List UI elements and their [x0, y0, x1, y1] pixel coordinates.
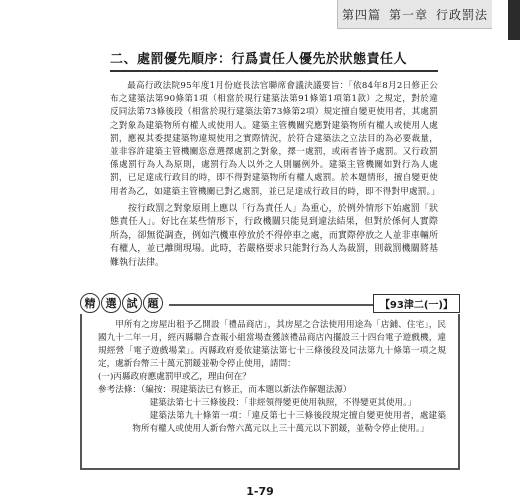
exam-question-box [80, 314, 460, 470]
main-content [110, 48, 438, 270]
badge-char: 題 [143, 293, 163, 313]
statute-73: 建築法第七十三條後段：「非經領得變更使用執照，不得變更其使用。」 [149, 398, 416, 408]
badge-char: 精 [80, 293, 100, 313]
header-topic: 行政罰法 [436, 7, 489, 22]
court-resolution-quote: 最高行政法院95年度1月份庭長法官聯席會議決議要旨：「依84年8月2日修正公布之建築法第90條第1項（相當於現行建築法第91條第1項第1款）之規定，對於違反同法第73條後段（相當於現行建築法第73條第2項）規定擅自變更使用者，其處罰之對象為建築物所有權人或使用人。建築主管機關究應對建築物所有權人或使用人處罰，應視其委提建築物違規使用之實際情況，於符合建築法之立法目的為必要裁量，並非容許建築主管機關恣意選擇處罰之對象，擇一處罰，或兩者皆予處罰。又行政罰係處罰行為人為原則，處罰行為人以外之人則屬例外。建築主管機關如對行為人處罰，已足達成行政目的時，即不得對建築物所有權人處罰。於本題情形，擅自變更使用者為乙，如建築主管機關已對乙處罰，並已足達成行政目的時，即不得對甲處罰。」 [110, 81, 440, 197]
selected-exam-badge [80, 293, 169, 313]
section-title: 二、處罰優先順序：行爲責任人優先於狀態責任人 [110, 48, 438, 72]
badge-char: 選 [101, 293, 121, 313]
exam-subquestion: (一)丙縣政府應處罰甲或乙，理由何在？ [98, 372, 251, 382]
page-number: 1-79 [246, 485, 274, 498]
reference-statutes: 參考法條：（編按：現建築法已有修正，而本題以新法作解題法源） [98, 385, 352, 395]
exam-question: 甲所有之房屋出租予乙開設「禮品商店」，其房屋之合法使用用途為「店鋪、住宅」，民國九十二年一月，經丙縣聯合查報小組當場查獲該禮品商店內擺設三十四台電子遊戲機，違規經營「電子遊戲場業」。丙縣政府爰依建築法第七十三條後段及同法第九十條第一項之規定，處新台幣三十萬元罰鍰並勒令停止使用，請問： [98, 320, 446, 369]
body-paragraph: 按行政罰之對象原則上應以「行為責任人」為重心，於例外情形下始處罰「狀態責任人」。好比在某些情形下，行政機關只能見到違法結果，但對於係何人實際所為，卻無從調查，例如汽機車停放於不得停車之處，而實際停放之人並非車輛所有權人，並已離開現場。此時，若嚴格要求只能對行為人為裁罰，則裁罰機關將基難執行法律。 [110, 203, 438, 268]
header-chapter: 第一章 [389, 7, 429, 22]
chapter-edge-bar [508, 0, 520, 40]
header-part: 第四篇 [342, 7, 382, 22]
exam-header [80, 293, 460, 315]
running-header [337, 0, 492, 29]
exam-reference: 【93津二(一)】 [373, 294, 460, 313]
statute-90: 建築法第九十條第一項：「違反第七十三條後段規定擅自變更使用者，處建築物所有權人或使用人新台幣六萬元以上三十萬元以下罰鍰，並勒令停止使用。」 [132, 411, 446, 434]
badge-char: 試 [122, 293, 142, 313]
